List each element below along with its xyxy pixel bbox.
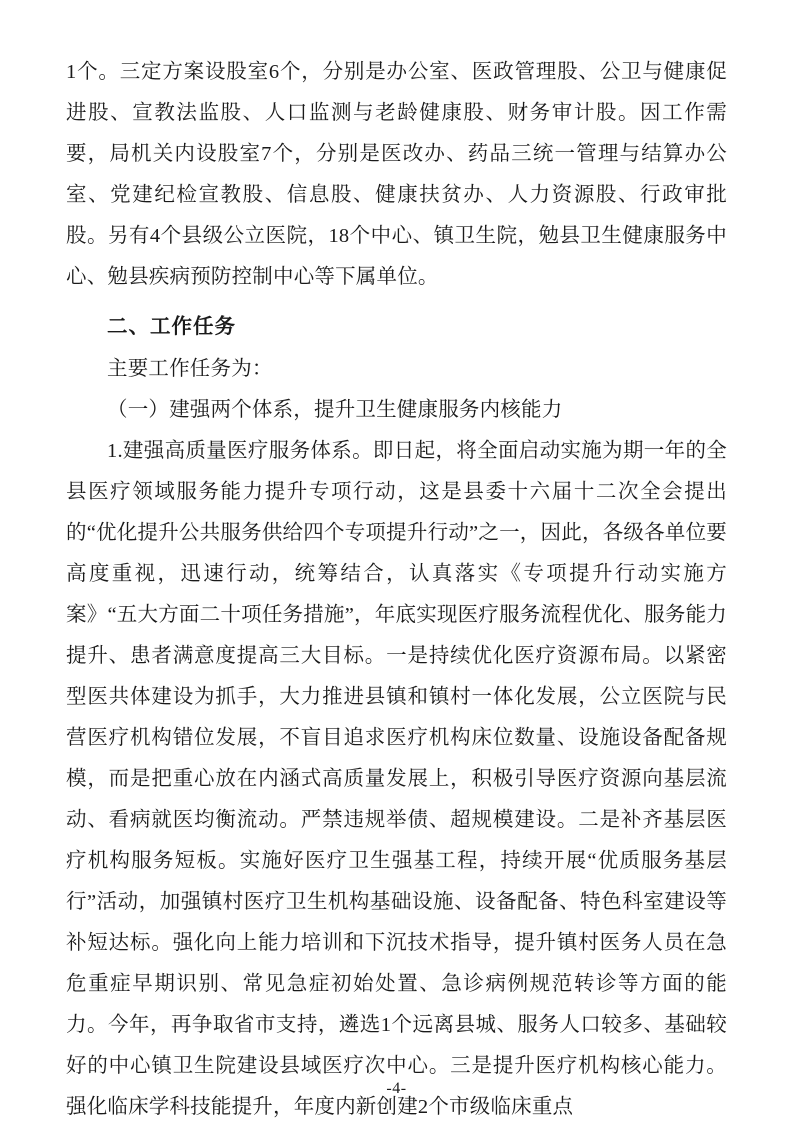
spacer <box>66 298 727 305</box>
paragraph-org-structure: 1个。三定方案设股室6个，分别是办公室、医政管理股、公卫与健康促进股、宣教法监股、人口监测与老龄健康股、财务审计股。因工作需要，局机关内设股室7个，分别是医改办、药品三统一管理与结算办公室、党建纪检宣教股、信息股、健康扶贫办、人力资源股、行政审批股。另有4个县级公立医院，18个中心、镇卫生院，勉县卫生健康服务中心、勉县疾病预防控制中心等下属单位。 <box>66 61 727 288</box>
page-number: -4- <box>386 1080 407 1097</box>
paragraph-subsection-one: （一）建强两个体系，提升卫生健康服务内核能力 <box>107 399 563 421</box>
document-body <box>66 52 727 1128</box>
section-heading-work-tasks: 二、工作任务 <box>107 315 236 338</box>
paragraph-main-tasks-intro: 主要工作任务为： <box>107 358 273 380</box>
paragraph-item-one-medical-system: 1.建强高质量医疗服务体系。即日起，将全面启动实施为期一年的全县医疗领域服务能力提升专项行动，这是县委十六届十二次全会提出的“优化提升公共服务供给四个专项提升行动”之一，因此，各级各单位要高度重视，迅速行动，统筹结合，认真落实《专项提升行动实施方案》“五大方面二十项任务措施”，年底实现医疗服务流程优化、服务能力提升、患者满意度提高三大目标。一是持续优化医疗资源布局。以紧密型医共体建设为抓手，大力推进县镇和镇村一体化发展，公立医院与民营医疗机构错位发展，不盲目追求医疗机构床位数量、设施设备配备规模，而是把重心放在内涵式高质量发展上，积极引导医疗资源向基层流动、看病就医均衡流动。严禁违规举债、超规模建设。二是补齐基层医疗机构服务短板。实施好医疗卫生强基工程，持续开展“优质服务基层行”活动，加强镇村医疗卫生机构基础设施、设备配备、特色科室建设等补短达标。强化向上能力培训和下沉技术指导，提升镇村医务人员在急危重症早期识别、常见急症初始处置、急诊病例规范转诊等方面的能力。今年，再争取省市支持，遴选1个远离县城、服务人口较多、基础较好的中心镇卫生院建设县域医疗次中心。三是提升医疗机构核心能力。强化临床学科技能提升，年度内新创建2个市级临床重点 <box>66 440 727 1118</box>
